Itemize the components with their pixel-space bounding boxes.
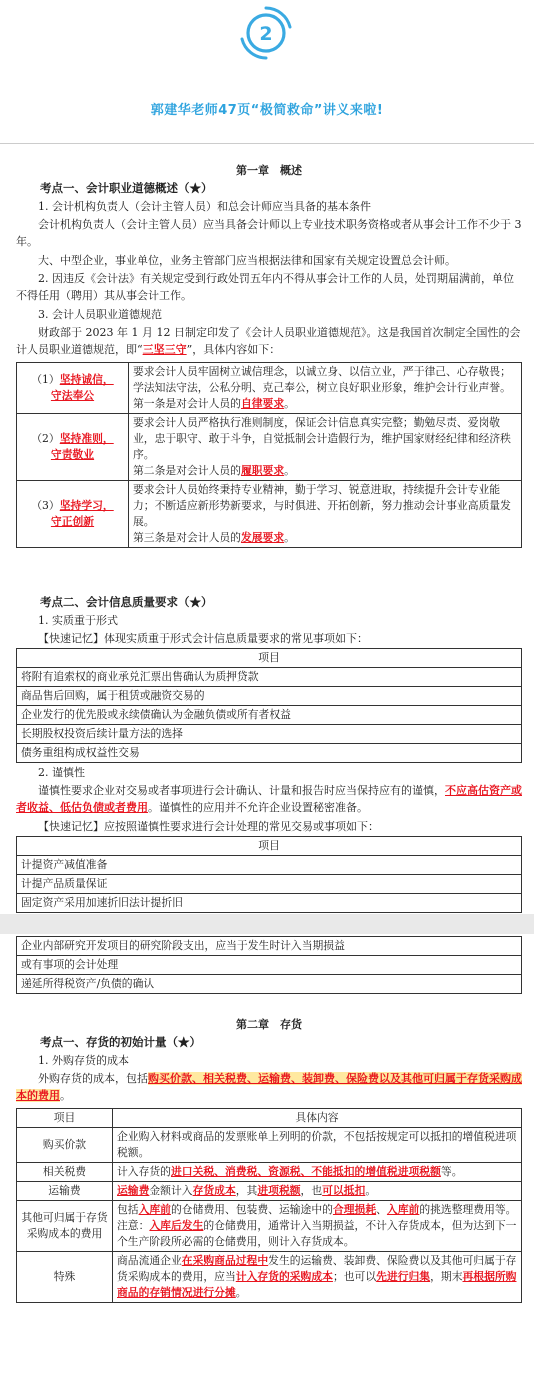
prudence-table-continued: [16, 936, 522, 994]
ethics-table: [16, 362, 522, 548]
divider: [0, 143, 534, 144]
paragraph: 1. 实质重于形式: [38, 614, 118, 627]
table-row: 相关税费 计入存货的进口关税、消费税、资源税、不能抵扣的增值税进项税额等。: [17, 1163, 522, 1182]
highlight-text: 三坚三守: [142, 343, 187, 356]
table-row: （1）坚持诚信， 守法奉公 要求会计人员牢固树立诚信理念，以诚立身、以信立业，严于律己、心存敬畏；学法知法守法，公私分明、克己奉公，树立良好职业形象，维护会计行业声誉。 第一条是对会计人员的自律要求。: [17, 363, 522, 414]
paragraph: 【快速记忆】应按照谨慎性要求进行会计处理的常见交易或事项如下：: [38, 820, 379, 833]
table-row: （2）坚持准则， 守责敬业 要求会计人员严格执行准则制度，保证会计信息真实完整；勤勉尽责、爱岗敬业，忠于职守、敢于斗争，自觉抵制会计造假行为，维护国家财经纪律和经济秩序。 第二条是对会计人员的履职要求。: [17, 414, 522, 481]
table-row: 将附有追索权的商业承兑汇票出售确认为质押贷款: [17, 668, 522, 687]
table-row: 商品售后回购，属于租赁或融资交易的: [17, 687, 522, 706]
page-headline: 郭建华老师47页“极简救命”讲义来啦!: [150, 103, 384, 118]
chapter-1-title: 第一章 概述: [236, 164, 302, 177]
inventory-cost-table: [16, 1108, 522, 1303]
table-row: 企业发行的优先股或永续债确认为金融负债或所有者权益: [17, 706, 522, 725]
table-row: 企业内部研究开发项目的研究阶段支出，应当于发生时计入当期损益: [17, 937, 522, 956]
page-gap: [0, 914, 534, 934]
paragraph: 谨慎性要求企业对交易或者事项进行会计确认、计量和报告时应当保持应有的谨慎，不应高估资产或者收益、低估负债或者费用。谨慎性的应用并不允许企业设置秘密准备。: [16, 784, 522, 814]
paragraph: 2. 因违反《会计法》有关规定受到行政处罚五年内不得从事会计工作的人员，处罚期届满前，单位不得任用（聘用）其从事会计工作。: [16, 272, 514, 302]
table-row: 计提产品质量保证: [17, 875, 522, 894]
paragraph: 大、中型企业，事业单位，业务主管部门应当根据法律和国家有关规定设置总会计师。: [38, 254, 456, 267]
table-row: 长期股权投资后续计量方法的选择: [17, 725, 522, 744]
paragraph: 3. 会计人员职业道德规范: [38, 308, 162, 321]
paragraph: 会计机构负责人（会计主管人员）应当具备会计师以上专业技术职务资格或者从事会计工作不少于 3 年。: [16, 218, 522, 248]
table-row: （3）坚持学习， 守正创新 要求会计人员始终秉持专业精神，勤于学习、锐意进取，持续提升会计专业能力；不断适应新形势新要求，与时俱进、开拓创新，努力推动会计事业高质量发展。 第三条是对会计人员的发展要求。: [17, 481, 522, 548]
table-row: 固定资产采用加速折旧法计提折旧: [17, 894, 522, 913]
number-badge-icon: [238, 5, 294, 61]
prudence-table: 项目 计提资产减值准备 计提产品质量保证 固定资产采用加速折旧法计提折旧: [16, 836, 522, 913]
table-row: 特殊 商品流通企业在采购商品过程中发生的运输费、装卸费、保险费以及其他可归属于存货采购成本的费用，应当计入存货的采购成本；也可以先进行归集，期末再根据所购商品的存销情况进行分摊。: [17, 1252, 522, 1303]
table-row: 其他可归属于存货采购成本的费用 包括入库前的仓储费用、包装费、运输途中的合理损耗、入库前的挑选整理费用等。 注意：入库后发生的仓储费用，通常计入当期损益，不计入存货成本，但为达到下一个生产阶段所必需的仓储费用，则计入存货成本。: [17, 1201, 522, 1252]
paragraph: 2. 谨慎性: [38, 766, 85, 779]
table-row: 运输费 运输费金额计入存货成本，其进项税额，也可以抵扣。: [17, 1182, 522, 1201]
topic-2-heading: 考点二、会计信息质量要求（★）: [40, 595, 213, 609]
chapter-2-title: 第二章 存货: [236, 1018, 302, 1031]
table-row: 债务重组构成权益性交易: [17, 744, 522, 763]
paragraph: 【快速记忆】体现实质重于形式会计信息质量要求的常见事项如下：: [38, 632, 368, 645]
table-row: 购买价款 企业购入材料或商品的发票账单上列明的价款，不包括按规定可以抵扣的增值税进项税额。: [17, 1128, 522, 1163]
table-row: 计提资产减值准备: [17, 856, 522, 875]
table-row: 或有事项的会计处理: [17, 956, 522, 975]
paragraph: 1. 外购存货的成本: [38, 1054, 129, 1067]
topic-1-heading: 考点一、会计职业道德概述（★）: [40, 181, 213, 195]
table-row: 递延所得税资产/负债的确认: [17, 975, 522, 994]
paragraph: 财政部于 2023 年 1 月 12 日制定印发了《会计人员职业道德规范》。这是我国首次制定全国性的会计人员职业道德规范，即“三坚三守”，具体内容如下：: [16, 326, 521, 356]
table-header-row: 项目 具体内容: [17, 1109, 522, 1128]
paragraph: 1. 会计机构负责人（会计主管人员）和总会计师应当具备的基本条件: [38, 200, 371, 213]
paragraph: 外购存货的成本，包括购买价款、相关税费、运输费、装卸费、保险费以及其他可归属于存货采购成本的费用。: [16, 1072, 522, 1102]
badge-number: 2: [259, 23, 273, 45]
topic-heading: 考点一、存货的初始计量（★）: [40, 1035, 201, 1049]
substance-table: 项目 将附有追索权的商业承兑汇票出售确认为质押贷款 商品售后回购，属于租赁或融资交易的 企业发行的优先股或永续债确认为金融负债或所有者权益 长期股权投资后续计量方法的选择 债务重组构成权益性交易: [16, 648, 522, 763]
